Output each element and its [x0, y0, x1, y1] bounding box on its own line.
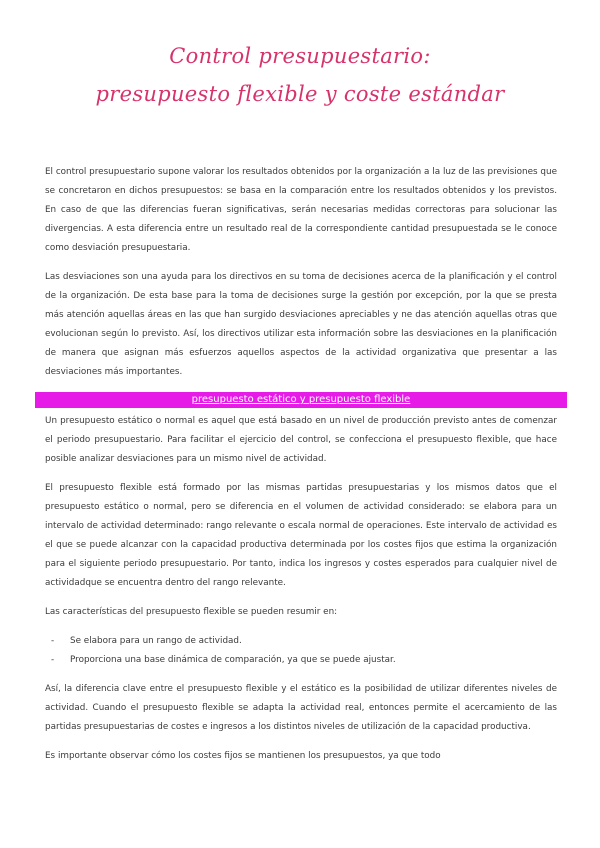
list-item	[45, 632, 557, 651]
paragraph-presupuesto-flexible: El presupuesto flexible está formado por las mismas partidas presupuestarias y los mismos datos que el presupuesto estático o normal, pero se diferencia en el volumen de actividad considerado: se elabora para un intervalo de actividad determinado: rango relevante o escala normal de operaciones. Este intervalo de actividad es el que se puede alcanzar con la capacidad productiva determinada por los costes fijos que estima la organización para el siguiente periodo presupuestario. Por tanto, indica los ingresos y costes esperados para cualquier nivel de actividadque se encuentra dentro del rango relevante.	[45, 483, 557, 588]
paragraph-presupuesto-estatico: Un presupuesto estático o normal es aquel que está basado en un nivel de producción previsto antes de comenzar el periodo presupuestario. Para facilitar el ejercicio del control, se confecciona el presupuesto flexible, que hace posible analizar desviaciones para un mismo nivel de actividad.	[45, 416, 557, 464]
document-body	[45, 163, 557, 776]
bullet-dash: -	[51, 655, 55, 665]
paragraph-desviaciones: Las desviaciones son una ayuda para los directivos en su toma de decisiones acerca de la planificación y el control de la organización. De esta base para la toma de decisiones surge la gestión por excepción, por la que se presta más atención aquellas áreas en las que han surgido desviaciones apreciables y ne das atención aquellas otras que evolucionan según lo previsto. Así, los directivos utilizar esta información sobre las desviaciones en la planificación de manera que asignan más esfuerzos aquellos aspectos de la actividad organizativa que presentar a las desviaciones más importantes.	[45, 272, 557, 377]
title-line-1: Control presupuestario:	[169, 44, 431, 68]
characteristics-list	[45, 632, 557, 670]
list-item-text: Se elabora para un rango de actividad.	[70, 636, 242, 646]
title-line-2: presupuesto flexible y coste estándar	[95, 82, 505, 106]
bullet-dash: -	[51, 636, 55, 646]
list-item	[45, 651, 557, 670]
paragraph-costes-fijos: Es importante observar cómo los costes fijos se mantienen los presupuestos, ya que todo	[45, 751, 441, 761]
paragraph-caracteristicas-intro: Las características del presupuesto flexible se pueden resumir en:	[45, 607, 338, 617]
list-item-text: Proporciona una base dinámica de comparación, ya que se puede ajustar.	[70, 655, 396, 665]
paragraph-control-presupuestario: El control presupuestario supone valorar los resultados obtenidos por la organización a la luz de las previsiones que se concretaron en dichos presupuestos: se basa en la comparación entre los resultados obtenidos y los previstos. En caso de que las diferencias fueran significativas, serán necesarias medidas correctoras para solucionar las divergencias. A esta diferencia entre un resultado real de la correspondiente cantidad presupuestada se le conoce como desviación presupuestaria.	[45, 167, 557, 253]
section-heading: presupuesto estático y presupuesto flexible	[35, 392, 567, 408]
paragraph-diferencia-clave: Así, la diferencia clave entre el presupuesto flexible y el estático es la posibilidad de utilizar diferentes niveles de actividad. Cuando el presupuesto flexible se adapta la actividad real, entonces permite el acercamiento de las partidas presupuestarias de costes e ingresos a los distintos niveles de utilización de la capacidad productiva.	[45, 684, 557, 732]
